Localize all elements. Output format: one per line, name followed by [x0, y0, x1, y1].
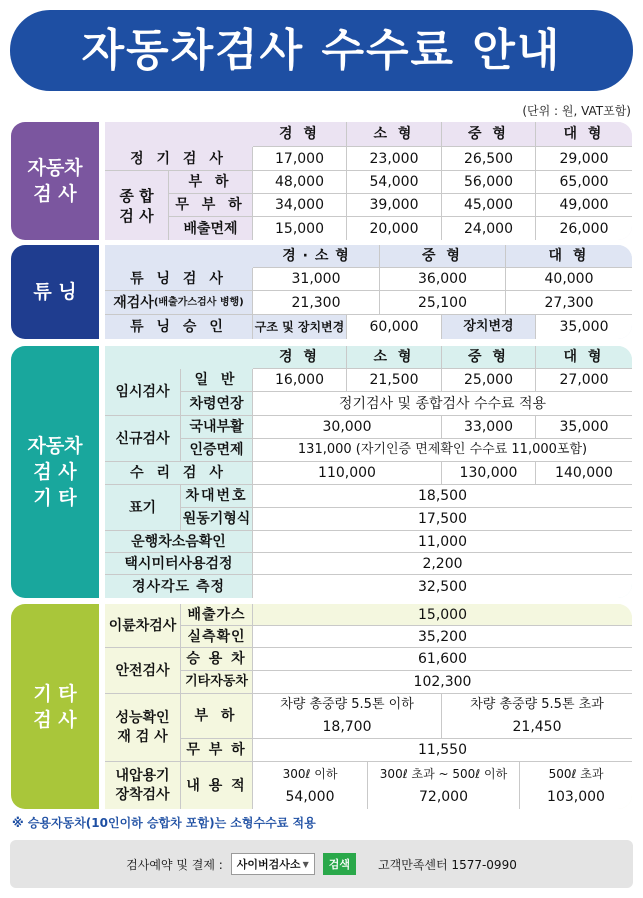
fee-value: 26,500 [442, 147, 536, 171]
fee-value: 60,000 [347, 315, 442, 339]
fee-value: 25,100 [380, 291, 506, 315]
fee-value: 35,200 [253, 626, 632, 648]
fee-value: 27,000 [536, 369, 632, 392]
fee-value: 정기검사 및 종합검사 수수료 적용 [253, 392, 632, 416]
fee-value: 26,000 [536, 217, 632, 240]
row-label: 승 용 차 [181, 648, 253, 671]
row-label: 튜 닝 검 사 [105, 268, 253, 291]
fee-value: 45,000 [442, 194, 536, 217]
fee-table-tuning [105, 245, 632, 339]
fee-value: 61,600 [253, 648, 632, 671]
sub-header: 300ℓ 이하 [253, 762, 368, 785]
fee-value: 103,000 [520, 785, 632, 809]
row-label: 차령연장 [181, 392, 253, 416]
fee-value: 35,000 [536, 416, 632, 439]
fee-value: 40,000 [506, 268, 632, 291]
row-label: 무 부 하 [169, 194, 253, 217]
section-label-vehicle-inspection: 자동차 검 사 [11, 122, 99, 240]
fee-table-other-vehicle-inspection [105, 346, 632, 598]
fee-value: 25,000 [442, 369, 536, 392]
fee-value: 65,000 [536, 171, 632, 194]
fee-value: 27,300 [506, 291, 632, 315]
fee-table-vehicle-inspection [105, 122, 632, 240]
search-button[interactable]: 검색 [323, 853, 356, 875]
inspection-site-select[interactable] [231, 853, 315, 875]
column-header: 대 형 [506, 245, 632, 268]
row-label [105, 291, 253, 315]
row-label: 무 부 하 [181, 739, 253, 762]
row-label: 경사각도 측정 [105, 575, 253, 598]
fee-value: 33,000 [442, 416, 536, 439]
fee-value: 17,500 [253, 508, 632, 531]
section-tuning [11, 245, 632, 339]
sub-label: 구조 및 장치변경 [253, 315, 347, 339]
sub-header: 차량 총중량 5.5톤 이하 [253, 694, 442, 716]
fee-value: 15,000 [253, 217, 347, 240]
group-label: 종 합 검 사 [105, 171, 169, 240]
fee-value: 21,300 [253, 291, 380, 315]
group-label: 내압용기 장착검사 [105, 762, 181, 809]
fee-value: 140,000 [536, 462, 632, 485]
section-label-tuning: 튜 닝 [11, 245, 99, 339]
fee-value: 11,550 [253, 739, 632, 762]
fee-value: 29,000 [536, 147, 632, 171]
column-header: 경 형 [253, 346, 347, 369]
row-label-sub: (배출가스검사 병행) [153, 296, 244, 308]
column-header: 대 형 [536, 122, 632, 147]
row-label-main: 재검사 [113, 294, 154, 311]
row-label: 배출가스 [181, 604, 253, 626]
sub-header: 300ℓ 초과 ~ 500ℓ 이하 [368, 762, 520, 785]
column-header: 중 형 [380, 245, 506, 268]
footer-bar [10, 840, 633, 888]
row-label: 운행차소음확인 [105, 531, 253, 553]
row-label: 국내부활 [181, 416, 253, 439]
fee-value: 34,000 [253, 194, 347, 217]
group-label: 안전검사 [105, 648, 181, 694]
fee-value: 49,000 [536, 194, 632, 217]
column-header: 중 형 [442, 122, 536, 147]
fee-value: 21,450 [442, 716, 632, 739]
group-label: 임시검사 [105, 369, 181, 416]
fee-value: 131,000 (자기인증 면제확인 수수료 11,000포함) [253, 439, 632, 462]
fee-value: 23,000 [347, 147, 442, 171]
row-label: 일 반 [181, 369, 253, 392]
row-label: 택시미터사용검정 [105, 553, 253, 575]
chevron-down-icon: ▼ [302, 859, 309, 869]
section-other-inspection [11, 604, 632, 809]
fee-value: 18,700 [253, 716, 442, 739]
row-label: 튜 닝 승 인 [105, 315, 253, 339]
fee-value: 16,000 [253, 369, 347, 392]
sub-label: 장치변경 [442, 315, 536, 339]
row-label: 부 하 [181, 694, 253, 739]
fee-value: 32,500 [253, 575, 632, 598]
fee-value: 30,000 [253, 416, 442, 439]
fee-value: 130,000 [442, 462, 536, 485]
row-label: 인증면제 [181, 439, 253, 462]
fee-value: 54,000 [347, 171, 442, 194]
row-label: 원동기형식 [181, 508, 253, 531]
fee-value: 18,500 [253, 485, 632, 508]
fee-value: 15,000 [253, 604, 632, 626]
fee-value: 110,000 [253, 462, 442, 485]
fee-value: 31,000 [253, 268, 380, 291]
section-label-other-vehicle-inspection: 자동차 검 사 기 타 [11, 346, 99, 598]
row-label: 기타자동차 [181, 671, 253, 694]
row-label: 수 리 검 사 [105, 462, 253, 485]
fee-value: 39,000 [347, 194, 442, 217]
fee-value: 17,000 [253, 147, 347, 171]
fee-value: 72,000 [368, 785, 520, 809]
footnote: ※ 승용자동차(10인이하 승합차 포함)는 소형수수료 적용 [12, 816, 316, 830]
select-value: 사이버검사소 [236, 858, 301, 871]
row-label: 부 하 [169, 171, 253, 194]
page-title: 자동차검사 수수료 안내 [10, 10, 633, 91]
group-label: 성능확인 재 검 사 [105, 694, 181, 762]
fee-value: 20,000 [347, 217, 442, 240]
fee-value: 36,000 [380, 268, 506, 291]
reservation-label: 검사예약 및 결제 : [126, 857, 223, 872]
section-vehicle-inspection [11, 122, 632, 240]
row-label: 내 용 적 [181, 762, 253, 809]
fee-value: 35,000 [536, 315, 632, 339]
column-header: 대 형 [536, 346, 632, 369]
column-header: 경 형 [253, 122, 347, 147]
row-label: 차대번호 [181, 485, 253, 508]
column-header: 중 형 [442, 346, 536, 369]
column-header: 경 · 소 형 [253, 245, 380, 268]
fee-value: 48,000 [253, 171, 347, 194]
fee-value: 21,500 [347, 369, 442, 392]
column-header: 소 형 [347, 122, 442, 147]
unit-note: (단위 : 원, VAT포함) [522, 104, 631, 118]
fee-table-other-inspection [105, 604, 632, 809]
fee-value: 11,000 [253, 531, 632, 553]
fee-value: 24,000 [442, 217, 536, 240]
fee-value: 102,300 [253, 671, 632, 694]
fee-value: 56,000 [442, 171, 536, 194]
row-label: 실측확인 [181, 626, 253, 648]
row-label: 정 기 검 사 [105, 147, 253, 171]
sub-header: 500ℓ 초과 [520, 762, 632, 785]
fee-value: 54,000 [253, 785, 368, 809]
fee-value: 2,200 [253, 553, 632, 575]
column-header: 소 형 [347, 346, 442, 369]
section-label-other-inspection: 기 타 검 사 [11, 604, 99, 809]
call-center-text: 고객만족센터 1577-0990 [378, 857, 517, 872]
group-label: 이륜차검사 [105, 604, 181, 648]
row-label: 배출면제 [169, 217, 253, 240]
group-label: 표기 [105, 485, 181, 531]
sub-header: 차량 총중량 5.5톤 초과 [442, 694, 632, 716]
group-label: 신규검사 [105, 416, 181, 462]
section-other-vehicle-inspection [11, 346, 632, 598]
